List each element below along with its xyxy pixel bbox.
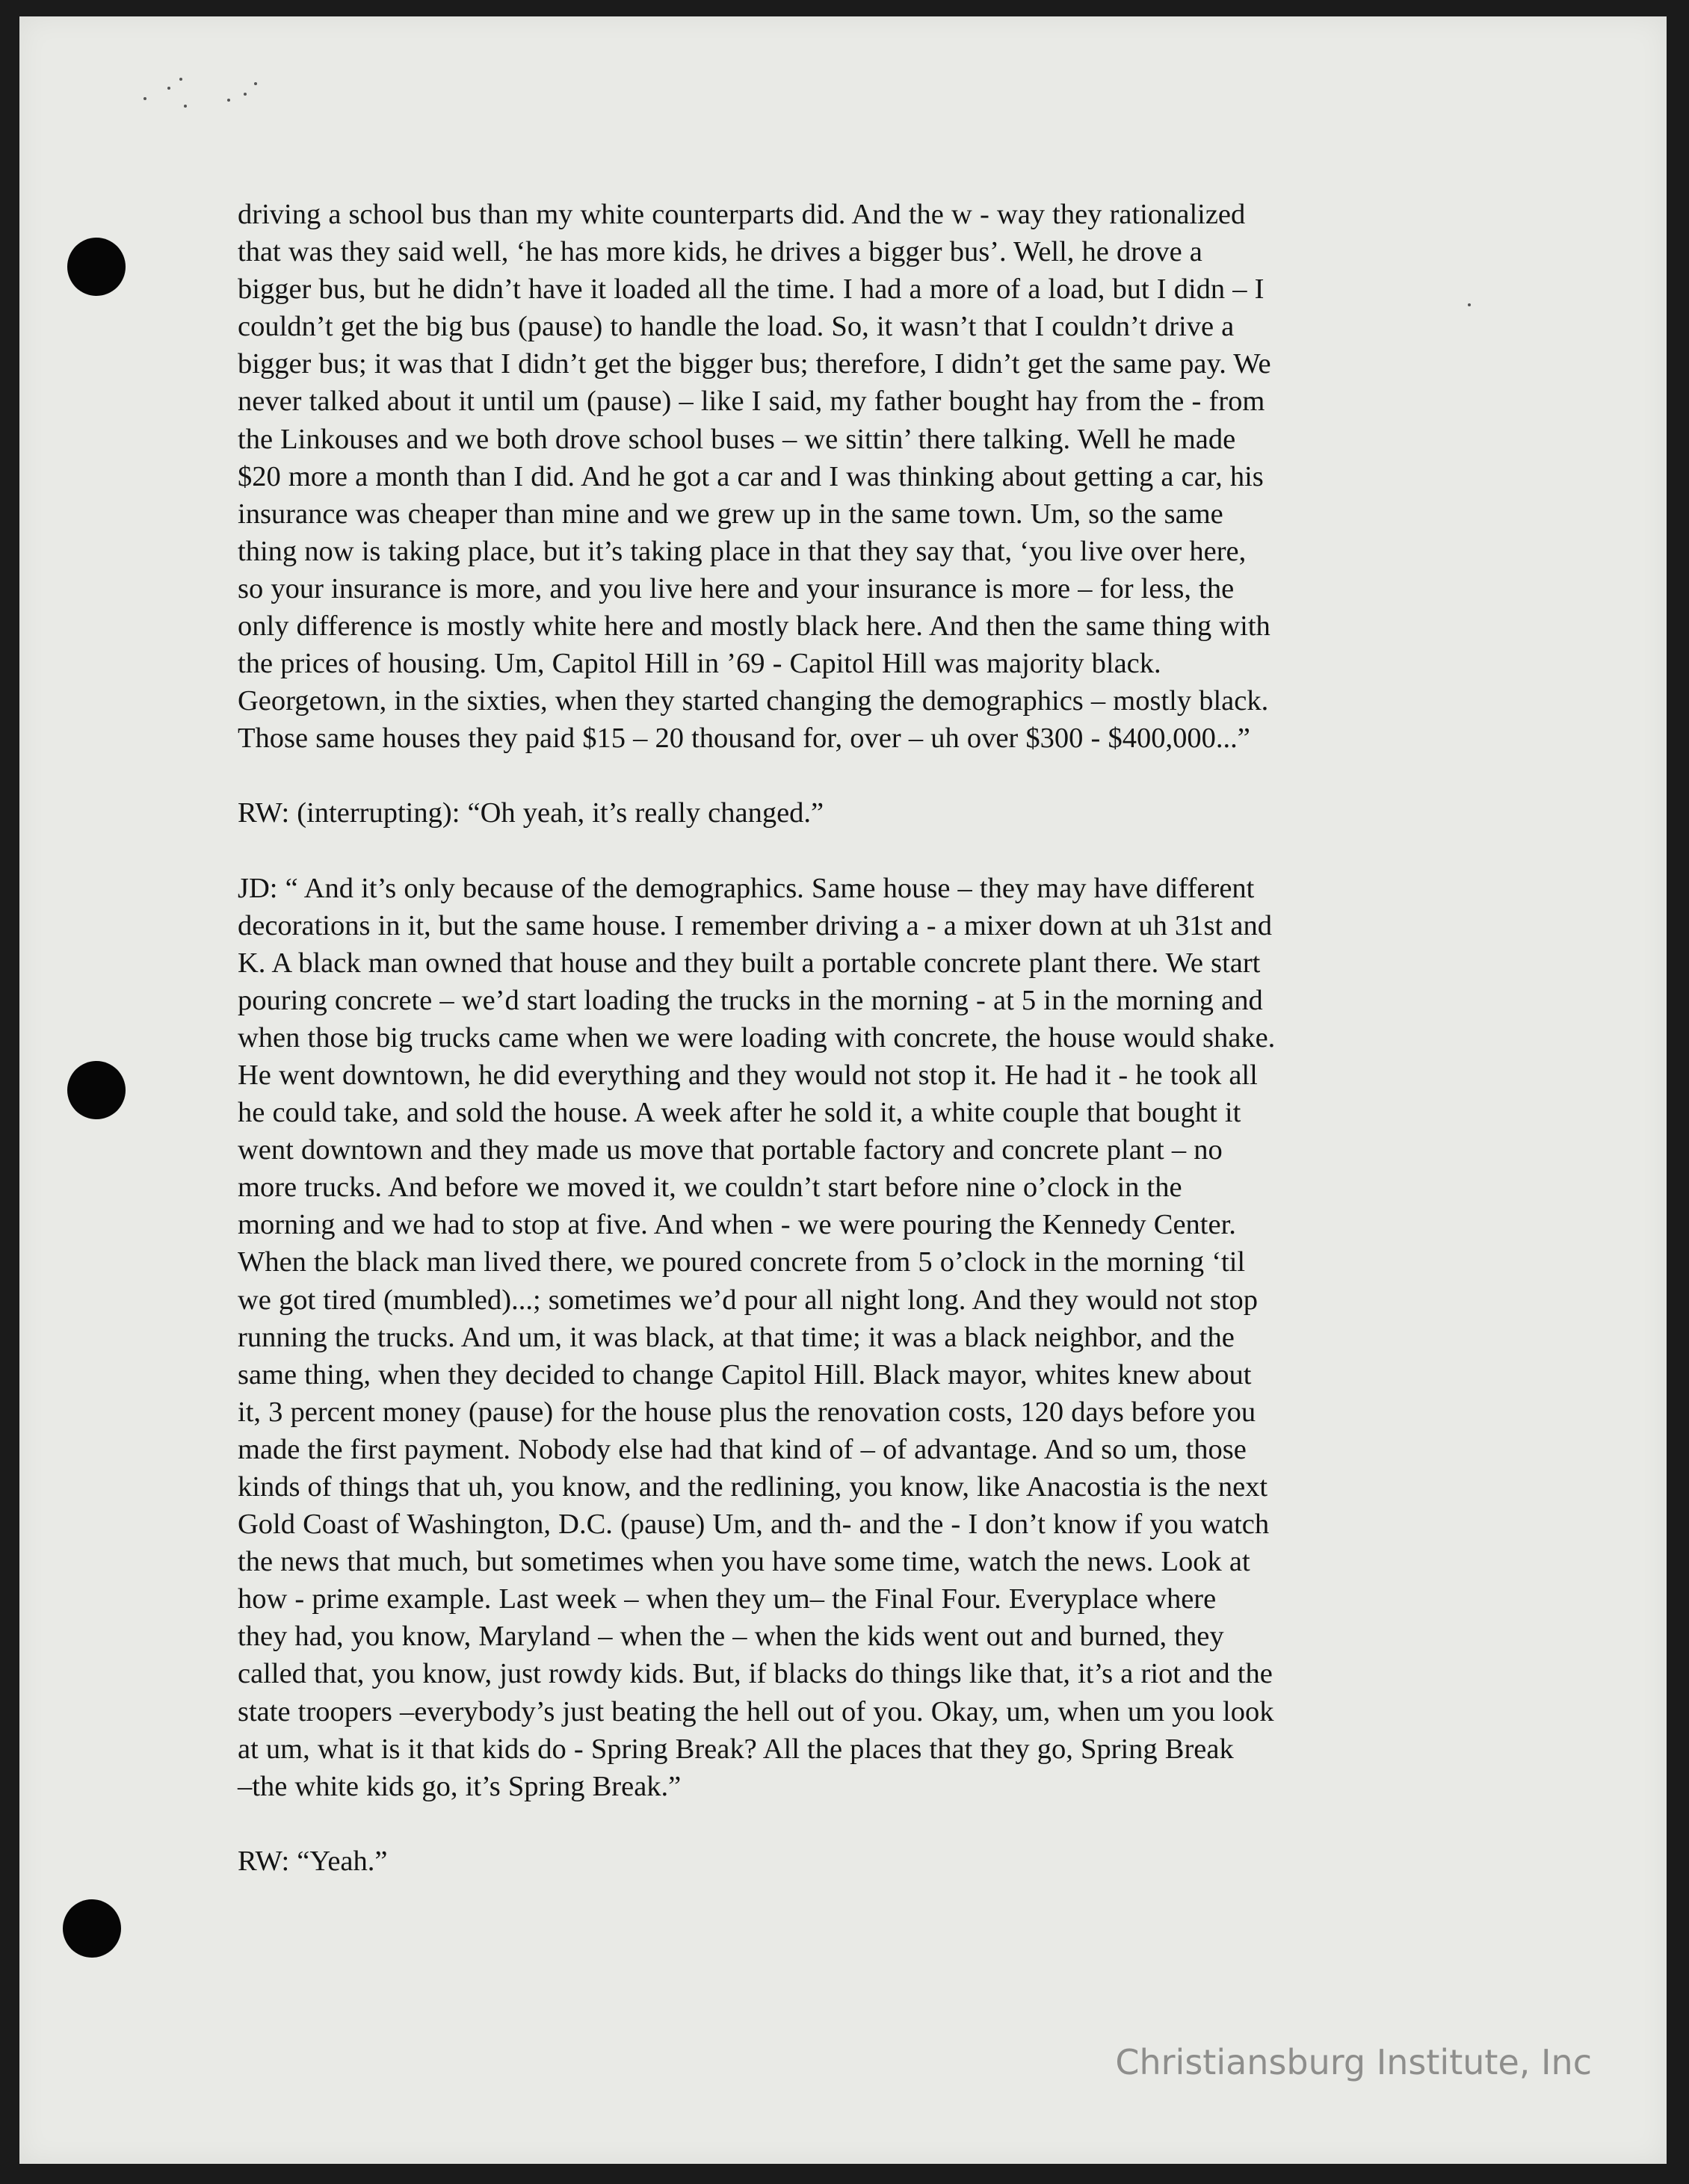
transcript-paragraph: [238, 870, 1471, 1805]
paper-speck: [179, 78, 182, 81]
transcript-line: Gold Coast of Washington, D.C. (pause) Um, and th- and the - I don’t know if you watch: [238, 1509, 1270, 1541]
transcript-line: –the white kids go, it’s Spring Break.”: [238, 1770, 682, 1802]
transcript-line: it, 3 percent money (pause) for the house plus the renovation costs, 120 days before you: [238, 1396, 1256, 1428]
paragraph-spacer: [238, 1805, 1471, 1843]
transcript-line: at um, what is it that kids do - Spring Break? All the places that they go, Spring Break: [238, 1733, 1234, 1765]
transcript-line: bigger bus, but he didn’t have it loaded all the time. I had a more of a load, but I didn – I: [238, 273, 1265, 306]
transcript-line: the Linkouses and we both drove school buses – we sittin’ there talking. Well he made: [238, 423, 1236, 455]
transcript-line: the news that much, but sometimes when you have some time, watch the news. Look at: [238, 1546, 1250, 1578]
transcript-line: Georgetown, in the sixties, when they started changing the demographics – mostly black.: [238, 685, 1269, 717]
transcript-line: went downtown and they made us move that portable factory and concrete plant – no: [238, 1134, 1223, 1166]
paper-speck: [254, 82, 257, 85]
transcript-paragraph: [238, 1843, 1471, 1880]
transcript-line: we got tired (mumbled)...; sometimes we’d pour all night long. And they would not stop: [238, 1284, 1259, 1316]
transcript-line: they had, you know, Maryland – when the – when the kids went out and burned, they: [238, 1621, 1224, 1653]
binder-hole-top: [67, 238, 126, 296]
transcript-line: He went downtown, he did everything and they would not stop it. He had it - he took all: [238, 1059, 1258, 1091]
paper-speck: [227, 99, 230, 102]
transcript-line: JD: “ And it’s only because of the demographics. Same house – they may have different: [238, 872, 1255, 904]
transcript-line: never talked about it until um (pause) – like I said, my father bought hay from the - from: [238, 386, 1265, 418]
transcript-line: Those same houses they paid $15 – 20 thousand for, over – uh over $300 - $400,000...”: [238, 723, 1250, 755]
watermark: Christiansburg Institute, Inc: [1115, 2042, 1592, 2082]
transcript-line: insurance was cheaper than mine and we grew up in the same town. Um, so the same: [238, 498, 1223, 530]
transcript-line: that was they said well, ‘he has more kids, he drives a bigger bus’. Well, he drove a: [238, 236, 1202, 268]
transcript-line: state troopers –everybody’s just beating the hell out of you. Okay, um, when um you look: [238, 1695, 1274, 1727]
transcript-line: kinds of things that uh, you know, and the redlining, you know, like Anacostia is the next: [238, 1471, 1268, 1503]
transcript-line: couldn’t get the big bus (pause) to handle the load. So, it wasn’t that I couldn’t drive a: [238, 311, 1235, 343]
transcript-line: RW: “Yeah.”: [238, 1845, 388, 1877]
transcript-line: morning and we had to stop at five. And when - we were pouring the Kennedy Center.: [238, 1209, 1236, 1241]
paper-speck: [143, 97, 146, 100]
transcript-line: more trucks. And before we moved it, we couldn’t start before nine o’clock in the: [238, 1172, 1182, 1204]
transcript-line: bigger bus; it was that I didn’t get the bigger bus; therefore, I didn’t get the same pay. We: [238, 348, 1271, 380]
transcript-line: the prices of housing. Um, Capitol Hill in ’69 - Capitol Hill was majority black.: [238, 648, 1161, 680]
paper-speck: [167, 87, 170, 90]
transcript-paragraph: [238, 794, 1471, 832]
paper-speck: [184, 105, 187, 108]
transcript-line: driving a school bus than my white counterparts did. And the w - way they rationalized: [238, 199, 1246, 230]
transcript-line: When the black man lived there, we poured concrete from 5 o’clock in the morning ‘til: [238, 1246, 1246, 1278]
transcript-line: made the first payment. Nobody else had that kind of – of advantage. And so um, those: [238, 1433, 1247, 1465]
transcript-line: called that, you know, just rowdy kids. But, if blacks do things like that, it’s a riot and the: [238, 1658, 1273, 1690]
transcript-paragraph: [238, 196, 1471, 757]
transcript-line: RW: (interrupting): “Oh yeah, it’s really changed.”: [238, 797, 824, 829]
transcript-line: decorations in it, but the same house. I remember driving a - a mixer down at uh 31st and: [238, 909, 1272, 941]
transcript-line: so your insurance is more, and you live here and your insurance is more – for less, the: [238, 572, 1235, 604]
binder-hole-bottom: [63, 1899, 121, 1958]
transcript-line: K. A black man owned that house and they built a portable concrete plant there. We start: [238, 947, 1261, 979]
transcript-line: thing now is taking place, but it’s taking place in that they say that, ‘you live over here,: [238, 535, 1247, 567]
paragraph-spacer: [238, 757, 1471, 794]
transcript-line: pouring concrete – we’d start loading the trucks in the morning - at 5 in the morning and: [238, 984, 1263, 1016]
transcript-line: only difference is mostly white here and mostly black here. And then the same thing with: [238, 610, 1270, 643]
transcript-line: when those big trucks came when we were loading with concrete, the house would shake.: [238, 1021, 1276, 1054]
transcript-text: [238, 196, 1471, 1880]
binder-hole-middle: [67, 1061, 126, 1119]
transcript-line: same thing, when they decided to change Capitol Hill. Black mayor, whites knew about: [238, 1358, 1252, 1390]
transcript-line: running the trucks. And um, it was black, at that time; it was a black neighbor, and the: [238, 1321, 1235, 1353]
transcript-line: how - prime example. Last week – when they um– the Final Four. Everyplace where: [238, 1583, 1217, 1615]
transcript-line: he could take, and sold the house. A week after he sold it, a white couple that bought it: [238, 1097, 1241, 1129]
paragraph-spacer: [238, 832, 1471, 870]
transcript-line: $20 more a month than I did. And he got a car and I was thinking about getting a car, his: [238, 460, 1264, 492]
paper-speck: [244, 93, 247, 96]
